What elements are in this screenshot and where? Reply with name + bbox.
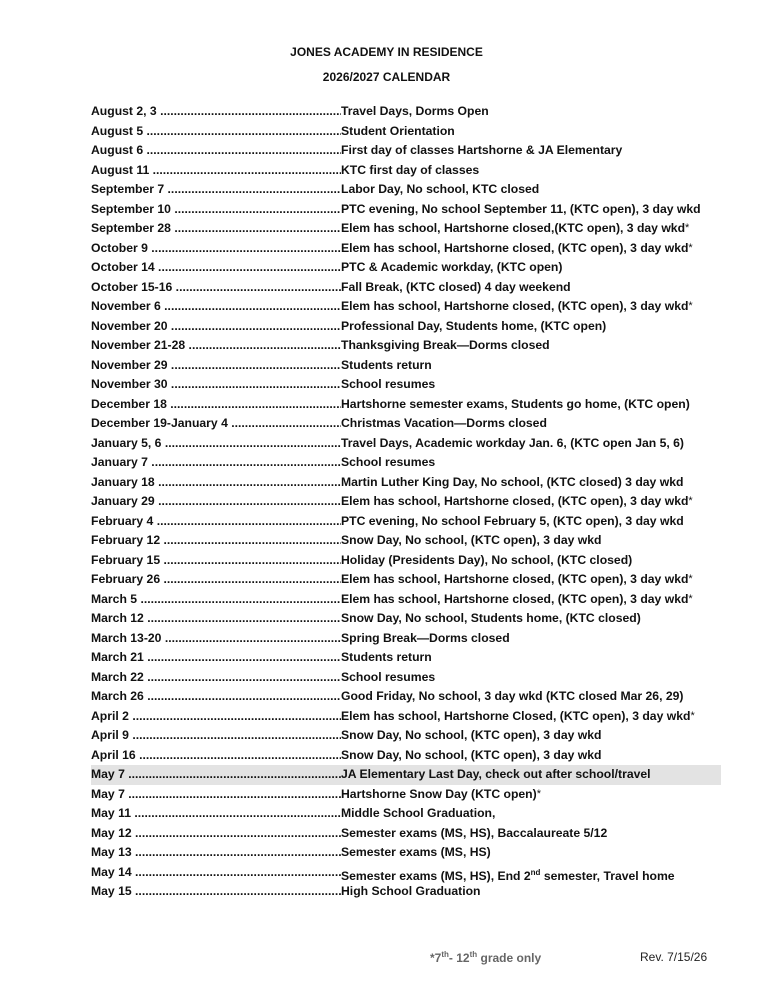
- event-description: PTC & Academic workday, (KTC open): [341, 260, 563, 274]
- calendar-row: [91, 297, 721, 317]
- event-date: September 28 .....: [91, 219, 341, 239]
- calendar-row: [91, 492, 721, 512]
- event-description: Semester exams (MS, HS): [341, 845, 491, 859]
- calendar-row: [91, 629, 721, 649]
- event-description: Snow Day, No school, (KTC open), 3 day wkd: [341, 728, 602, 742]
- calendar-row: [91, 785, 721, 805]
- event-date: May 7 .....: [91, 785, 341, 805]
- calendar-row: [91, 687, 721, 707]
- calendar-row: [91, 843, 721, 863]
- event-description: Hartshorne Snow Day (KTC open)*: [341, 786, 541, 801]
- event-date: September 10 .....: [91, 200, 341, 220]
- event-date: November 30 .....: [91, 375, 341, 395]
- calendar-row: [91, 161, 721, 181]
- event-date: December 18 .....: [91, 395, 341, 415]
- event-date: March 12 .....: [91, 609, 341, 629]
- revision-date: Rev. 7/15/26: [640, 950, 708, 964]
- calendar-row: [91, 473, 721, 493]
- event-date: October 15-16 .....: [91, 278, 341, 298]
- event-description: School resumes: [341, 669, 436, 684]
- calendar-row: [91, 668, 721, 688]
- event-description: Professional Day, Students home, (KTC open): [341, 318, 607, 333]
- event-description: Semester exams (MS, HS), Baccalaureate 5/12: [341, 825, 608, 840]
- calendar-row: [91, 102, 721, 122]
- calendar-row: [91, 590, 721, 610]
- calendar-row: [91, 395, 721, 415]
- event-date: May 15 .....: [91, 882, 341, 902]
- event-description: Elem has school, Hartshorne closed, (KTC open), 3 day wkd*: [341, 572, 693, 586]
- calendar-row: [91, 317, 721, 337]
- event-date: May 7 .....: [91, 765, 341, 785]
- calendar-row: [91, 863, 721, 883]
- calendar-row: [91, 804, 721, 824]
- event-date: August 5 .....: [91, 122, 341, 142]
- calendar-row: [91, 336, 721, 356]
- event-date: October 14 .....: [91, 258, 341, 278]
- event-date: January 5, 6 .....: [91, 434, 341, 454]
- event-date: March 13-20 .....: [91, 629, 341, 649]
- calendar-row: [91, 648, 721, 668]
- event-description: School resumes: [341, 377, 436, 391]
- event-date: February 15 .....: [91, 551, 341, 571]
- event-description: Travel Days, Dorms Open: [341, 104, 489, 118]
- calendar-row: [91, 882, 721, 902]
- event-description: Elem has school, Hartshorne closed, (KTC open), 3 day wkd*: [341, 591, 693, 606]
- calendar-row: [91, 200, 721, 220]
- event-description: Christmas Vacation—Dorms closed: [341, 416, 547, 430]
- event-date: November 6 .....: [91, 297, 341, 317]
- event-date: January 7 .....: [91, 453, 341, 473]
- calendar-row: [91, 726, 721, 746]
- event-description: Elem has school, Hartshorne Closed, (KTC open), 3 day wkd*: [341, 708, 695, 723]
- event-description: Students return: [341, 650, 432, 664]
- event-description: Holiday (Presidents Day), No school, (KTC closed): [341, 552, 633, 567]
- event-description: Middle School Graduation,: [341, 806, 496, 820]
- calendar-row: [91, 219, 721, 239]
- calendar-row: [91, 375, 721, 395]
- event-date: November 20 .....: [91, 317, 341, 337]
- event-description: Thanksgiving Break—Dorms closed: [341, 338, 550, 352]
- event-date: May 13 .....: [91, 843, 341, 863]
- grade-asterisk: *: [688, 495, 693, 507]
- event-description: Labor Day, No school, KTC closed: [341, 182, 540, 196]
- event-date: May 12 .....: [91, 824, 341, 844]
- event-description: Good Friday, No school, 3 day wkd (KTC closed Mar 26, 29): [341, 689, 684, 703]
- event-description: Semester exams (MS, HS), End 2nd semester, Travel home: [341, 867, 675, 883]
- calendar-row: [91, 746, 721, 766]
- calendar-row: [91, 609, 721, 629]
- event-description: Student Orientation: [341, 123, 455, 138]
- event-date: November 29 .....: [91, 356, 341, 376]
- event-description: School resumes: [341, 455, 436, 469]
- event-date: March 26 .....: [91, 687, 341, 707]
- event-description: First day of classes Hartshorne & JA Elementary: [341, 143, 623, 157]
- event-date: August 2, 3 .....: [91, 102, 341, 122]
- calendar-row: [91, 765, 721, 785]
- event-description: Elem has school, Hartshorne closed,(KTC open), 3 day wkd*: [341, 221, 690, 235]
- event-date: May 14 .....: [91, 863, 341, 883]
- calendar-row: [91, 141, 721, 161]
- event-description: Martin Luther King Day, No school, (KTC closed) 3 day wkd: [341, 474, 684, 489]
- calendar-row: [91, 356, 721, 376]
- event-description: Snow Day, No school, (KTC open), 3 day wkd: [341, 747, 602, 762]
- event-date: November 21-28 .....: [91, 336, 341, 356]
- event-date: December 19-January 4 .....: [91, 414, 341, 434]
- event-date: August 6 .....: [91, 141, 341, 161]
- event-date: August 11 .....: [91, 161, 341, 181]
- event-description: PTC evening, No school September 11, (KTC open), 3 day wkd: [341, 201, 701, 216]
- calendar-row: [91, 570, 721, 590]
- event-date: October 9 .....: [91, 239, 341, 259]
- calendar-row: [91, 122, 721, 142]
- event-list: [91, 102, 721, 902]
- event-description: JA Elementary Last Day, check out after school/travel: [341, 767, 651, 781]
- calendar-row: [91, 239, 721, 259]
- event-description: PTC evening, No school February 5, (KTC open), 3 day wkd: [341, 513, 684, 528]
- calendar-row: [91, 258, 721, 278]
- event-description: Fall Break, (KTC closed) 4 day weekend: [341, 279, 571, 294]
- calendar-row: [91, 707, 721, 727]
- calendar-row: [91, 531, 721, 551]
- event-date: March 5 .....: [91, 590, 341, 610]
- event-description: Students return: [341, 357, 432, 372]
- event-date: April 9 .....: [91, 726, 341, 746]
- grade-asterisk: *: [688, 300, 693, 312]
- calendar-row: [91, 414, 721, 434]
- event-date: February 4 .....: [91, 512, 341, 532]
- event-date: September 7 .....: [91, 180, 341, 200]
- calendar-row: [91, 551, 721, 571]
- calendar-row: [91, 434, 721, 454]
- calendar-row: [91, 278, 721, 298]
- event-date: February 12 .....: [91, 531, 341, 551]
- school-title: JONES ACADEMY IN RESIDENCE: [290, 45, 483, 59]
- event-date: April 2 .....: [91, 707, 341, 727]
- calendar-row: [91, 180, 721, 200]
- grade-asterisk: *: [688, 573, 693, 585]
- event-description: Elem has school, Hartshorne closed, (KTC open), 3 day wkd*: [341, 240, 693, 255]
- event-description: Elem has school, Hartshorne closed, (KTC open), 3 day wkd*: [341, 494, 693, 508]
- event-date: April 16 .....: [91, 746, 341, 766]
- event-date: May 11 .....: [91, 804, 341, 824]
- event-description: KTC first day of classes: [341, 162, 480, 177]
- calendar-row: [91, 512, 721, 532]
- grade-asterisk: *: [688, 241, 693, 254]
- event-description: Snow Day, No school, (KTC open), 3 day wkd: [341, 533, 602, 547]
- event-description: Spring Break—Dorms closed: [341, 630, 510, 645]
- event-date: February 26 .....: [91, 570, 341, 590]
- calendar-title: 2026/2027 CALENDAR: [322, 70, 451, 84]
- event-date: March 21 .....: [91, 648, 341, 668]
- calendar-row: [91, 824, 721, 844]
- event-description: Snow Day, No school, Students home, (KTC closed): [341, 611, 641, 625]
- calendar-row: [91, 453, 721, 473]
- event-date: January 29 .....: [91, 492, 341, 512]
- grade-asterisk: *: [688, 592, 693, 605]
- event-date: January 18 .....: [91, 473, 341, 493]
- grade-asterisk: *: [690, 709, 695, 722]
- grade-footnote: *7th- 12th grade only: [430, 950, 542, 965]
- event-date: March 22 .....: [91, 668, 341, 688]
- event-description: Travel Days, Academic workday Jan. 6, (KTC open Jan 5, 6): [341, 435, 684, 450]
- grade-asterisk: *: [536, 787, 541, 800]
- grade-asterisk: *: [685, 222, 690, 234]
- event-description: Hartshorne semester exams, Students go home, (KTC open): [341, 396, 690, 411]
- event-description: Elem has school, Hartshorne closed, (KTC open), 3 day wkd*: [341, 299, 693, 313]
- event-description: High School Graduation: [341, 884, 481, 898]
